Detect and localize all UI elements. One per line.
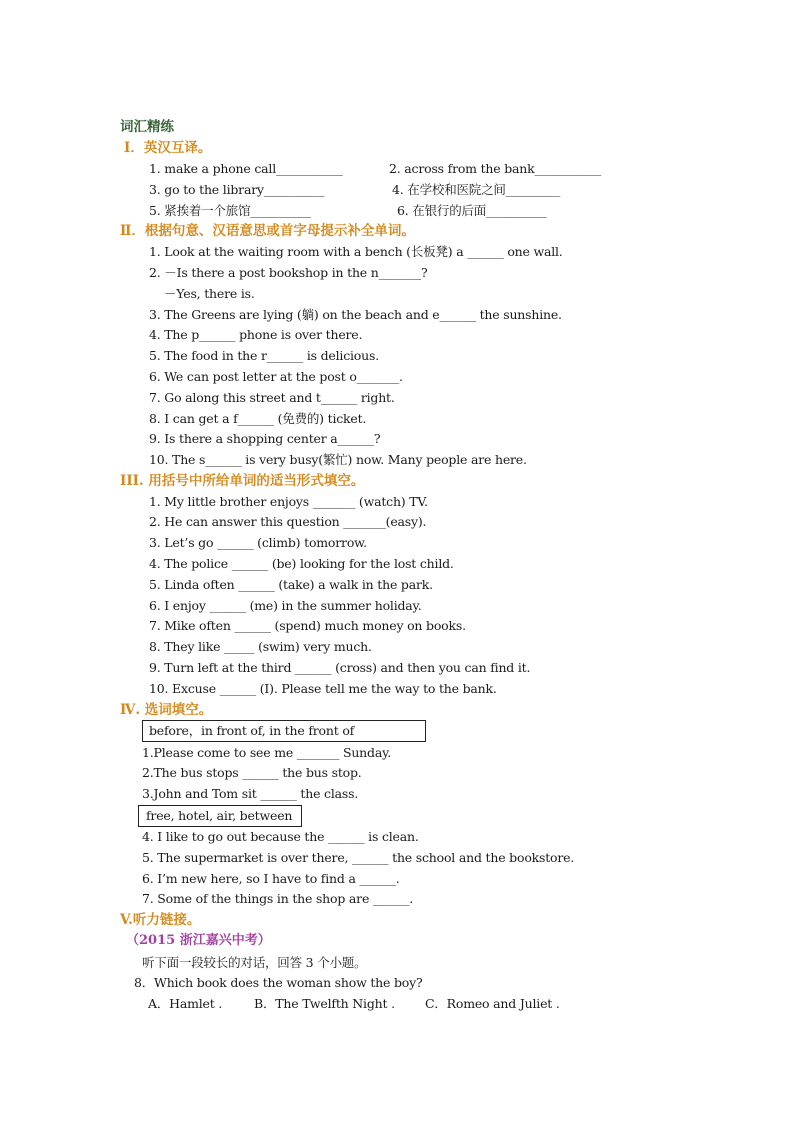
s1-item-6: 6. 在银行的后面__________ [397, 203, 547, 218]
s2-item-1: 1. Look at the waiting room with a bench (长板凳) a ______ one wall. [149, 244, 563, 259]
s4-item-4: 4. I like to go out because the ______ is clean. [142, 829, 419, 844]
s2-item-9: 9. Is there a shopping center a______? [149, 431, 381, 446]
s4-item-7: 7. Some of the things in the shop are ______. [142, 891, 413, 906]
s2-item-2: 2. －Is there a post bookshop in the n_______? [149, 265, 428, 280]
option-b: B．The Twelfth Night . [254, 996, 395, 1011]
s2-item-3: 3. The Greens are lying (躺) on the beach and e______ the sunshine. [149, 307, 562, 322]
s1-item-3: 3. go to the library__________ [149, 182, 325, 197]
s4-item-2: 2.The bus stops ______ the bus stop. [142, 765, 362, 780]
s2-item-2-answer: －Yes, there is. [164, 286, 255, 301]
s3-item-5: 5. Linda often ______ (take) a walk in the park. [149, 577, 433, 592]
question-8: 8．Which book does the woman show the boy? [134, 975, 423, 990]
section-1-heading: Ⅰ．英汉互译。 [124, 140, 212, 156]
listening-intro: 听下面一段较长的对话，回答 3 个小题。 [142, 955, 367, 970]
s4-item-6: 6. I’m new here, so I have to find a ______. [142, 871, 400, 886]
option-c: C．Romeo and Juliet . [425, 996, 560, 1011]
s1-item-4: 4. 在学校和医院之间_________ [392, 182, 561, 197]
s1-item-2: 2. across from the bank___________ [389, 161, 602, 176]
s1-item-5: 5. 紧挨着一个旅馆__________ [149, 203, 311, 218]
s3-item-9: 9. Turn left at the third ______ (cross) and then you can find it. [149, 660, 531, 675]
s3-item-10: 10. Excuse ______ (I). Please tell me the way to the bank. [149, 681, 497, 696]
s3-item-2: 2. He can answer this question _______(easy). [149, 514, 427, 529]
s3-item-3: 3. Let’s go ______ (climb) tomorrow. [149, 535, 367, 550]
s1-item-1: 1. make a phone call___________ [149, 161, 343, 176]
s3-item-1: 1. My little brother enjoys _______ (watch) TV. [149, 494, 428, 509]
s4-item-5: 5. The supermarket is over there, ______ the school and the bookstore. [142, 850, 575, 865]
word-box-2-text: free, hotel, air, between [146, 808, 293, 823]
section-5-heading: V.听力链接。 [120, 912, 201, 928]
word-box-1-text: before，in front of, in the front of [149, 723, 355, 738]
s2-item-10: 10. The s______ is very busy(繁忙) now. Many people are here. [149, 452, 527, 467]
section-3-heading: III. 用括号中所给单词的适当形式填空。 [120, 473, 365, 489]
section-2-heading: Ⅱ．根据句意、汉语意思或首字母提示补全单词。 [120, 223, 415, 239]
s4-item-3: 3.John and Tom sit ______ the class. [142, 786, 359, 801]
option-a: A．Hamlet . [148, 996, 223, 1011]
s3-item-4: 4. The police ______ (be) looking for the lost child. [149, 556, 454, 571]
s3-item-6: 6. I enjoy ______ (me) in the summer holiday. [149, 598, 422, 613]
s2-item-4: 4. The p______ phone is over there. [149, 327, 363, 342]
word-box-2 [138, 805, 302, 827]
s2-item-7: 7. Go along this street and t______ right. [149, 390, 395, 405]
s2-item-5: 5. The food in the r______ is delicious. [149, 348, 379, 363]
s2-item-8: 8. I can get a f______ (免费的) ticket. [149, 411, 367, 426]
exam-source: （2015 浙江嘉兴中考） [126, 933, 271, 948]
section-4-heading: Ⅳ. 选词填空。 [120, 702, 213, 718]
s3-item-7: 7. Mike often ______ (spend) much money on books. [149, 618, 466, 633]
word-box-1 [142, 720, 426, 742]
s3-item-8: 8. They like _____ (swim) very much. [149, 639, 372, 654]
s4-item-1: 1.Please come to see me _______ Sunday. [142, 745, 392, 760]
s2-item-6: 6. We can post letter at the post o_______. [149, 369, 403, 384]
page-title: 词汇精练 [120, 119, 174, 135]
